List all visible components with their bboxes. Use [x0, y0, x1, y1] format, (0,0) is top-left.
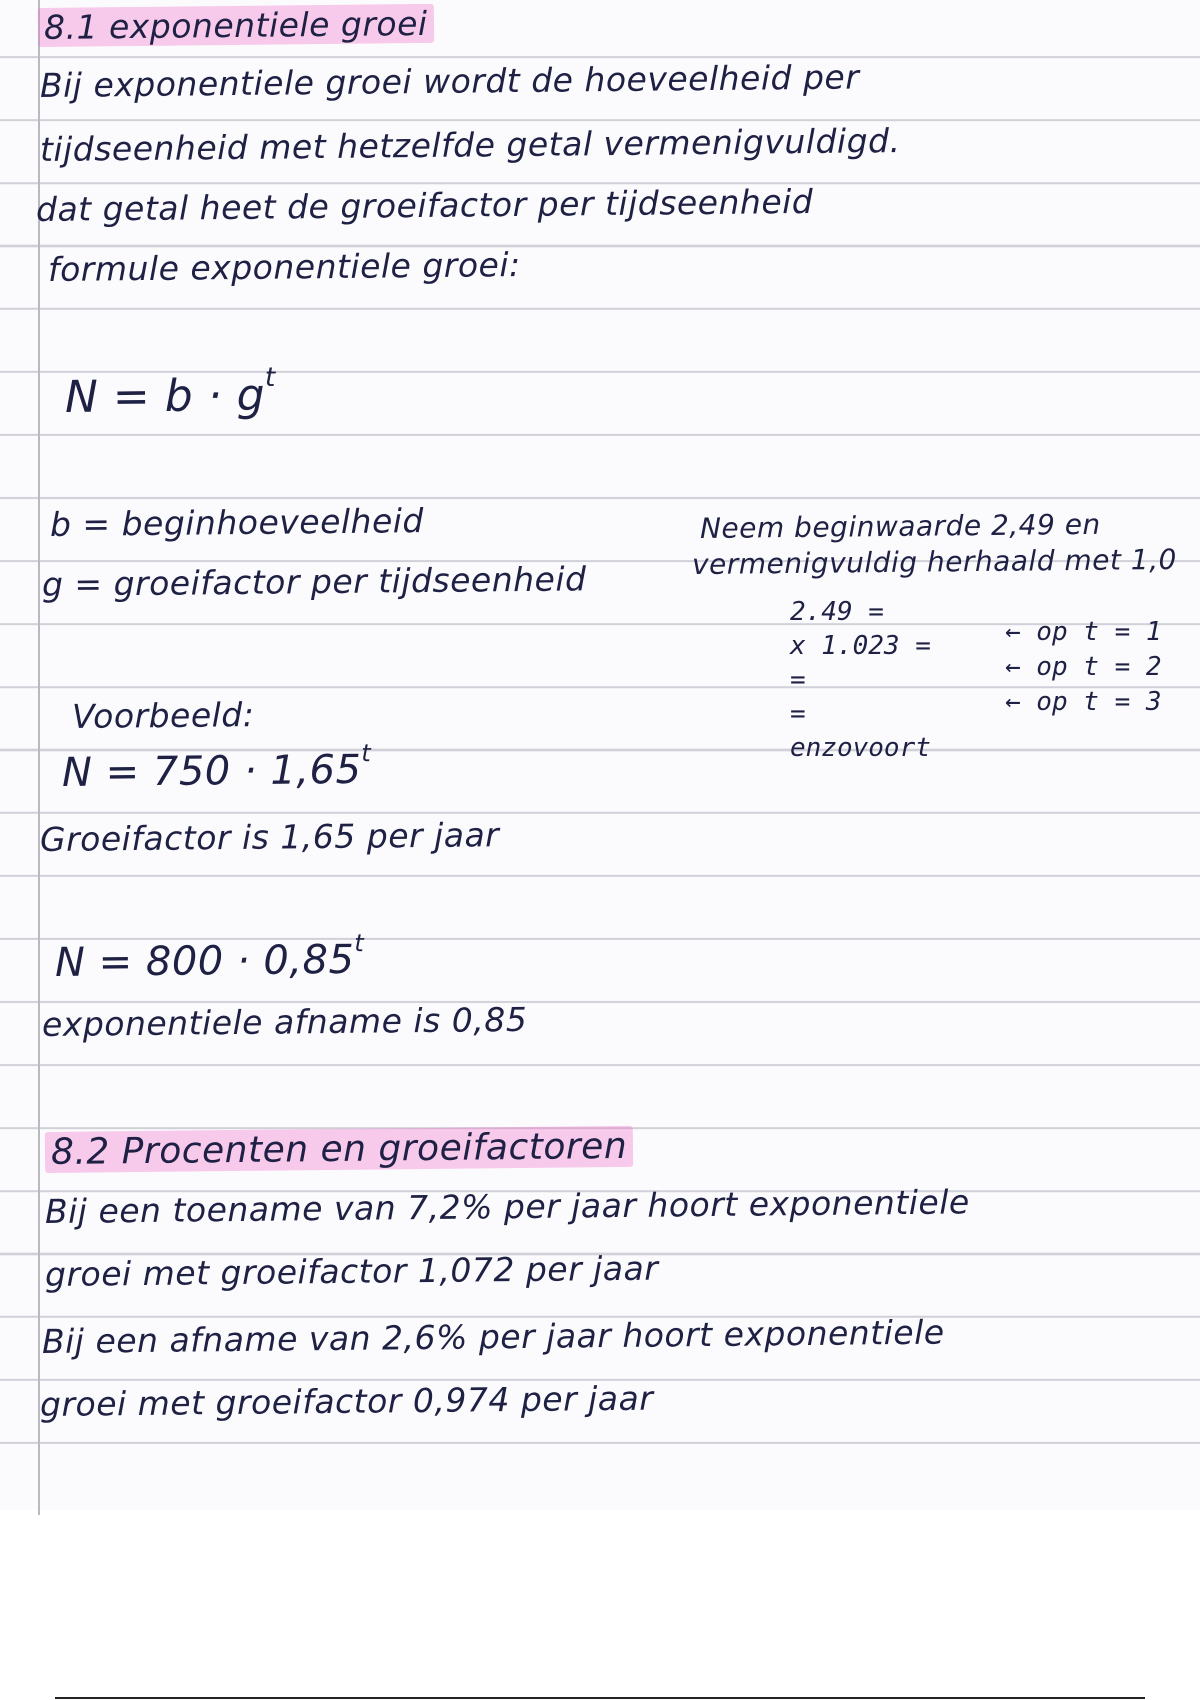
- text-line: Bij een afname van 2,6% per jaar hoort exponentiele: [41, 1312, 945, 1361]
- text-line: formule exponentiele groei:: [47, 245, 521, 289]
- side-note-line-2: vermenigvuldig herhaald met 1,0: [691, 542, 1177, 581]
- text-line: groei met groeifactor 1,072 per jaar: [44, 1248, 659, 1294]
- arrow-note: ← op t = 2: [1005, 652, 1162, 682]
- step: enzovoort: [790, 733, 931, 763]
- text-line: tijdseenheid met hetzelfde getal vermenigvuldigd.: [39, 120, 901, 169]
- section-heading-8-2: 8.2 Procenten en groeifactoren: [45, 1126, 634, 1173]
- text-line: groei met groeifactor 0,974 per jaar: [39, 1378, 654, 1424]
- arrow-note: ← op t = 3: [1005, 687, 1162, 717]
- definition-b: b = beginhoeveelheid: [49, 501, 425, 544]
- example-label: Voorbeeld:: [71, 695, 255, 736]
- step: 2.49 =: [790, 597, 884, 627]
- calculation-steps: [790, 595, 960, 765]
- bottom-rule: [55, 1697, 1145, 1699]
- example-note-2: exponentiele afname is 0,85: [41, 999, 528, 1044]
- step: =: [790, 699, 806, 729]
- side-note-line-1: Neem beginwaarde 2,49 en: [699, 507, 1101, 545]
- arrow-note: ← op t = 1: [1005, 617, 1162, 647]
- text-line: Bij een toename van 7,2% per jaar hoort exponentiele: [44, 1182, 970, 1231]
- section-heading-8-1: 8.1 exponentiele groei: [38, 4, 434, 47]
- example-formula-2: $N = 800 \cdot 0,85^t$: [54, 929, 365, 986]
- text-line: Bij exponentiele groei wordt de hoeveelheid per: [39, 57, 860, 105]
- formula-main: $N = b \cdot g^t$: [64, 362, 276, 423]
- text-line: dat getal heet de groeifactor per tijdseenheid: [35, 181, 814, 229]
- example-formula-1: $N = 750 \cdot 1,65^t$: [61, 739, 372, 796]
- definition-g: g = groeifactor per tijdseenheid: [41, 559, 587, 604]
- example-note-1: Groeifactor is 1,65 per jaar: [39, 815, 500, 859]
- time-arrows: [1005, 615, 1162, 720]
- step: =: [790, 665, 806, 695]
- step: x 1.023 =: [790, 631, 931, 661]
